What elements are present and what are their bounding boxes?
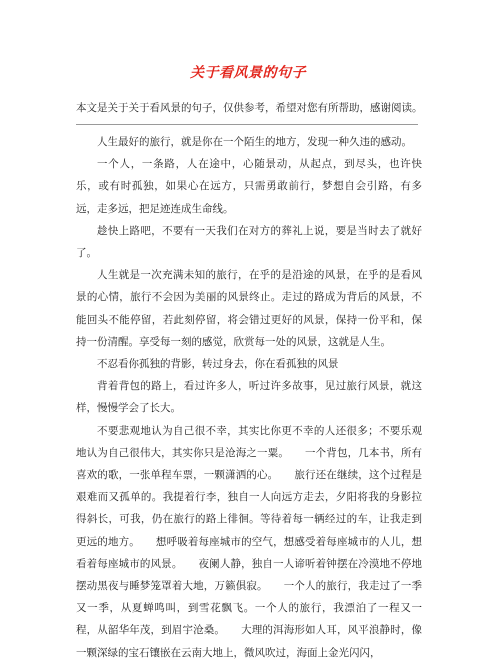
paragraph: 趁快上路吧，不要有一天我们在对方的葬礼上说，要是当时去了就好了。 bbox=[76, 224, 422, 260]
document-title: 关于看风景的句子 bbox=[190, 65, 306, 81]
intro-text: 本文是关于关于看风景的句子，仅供参考，希望对您有所帮助，感谢阅读。 bbox=[76, 102, 423, 114]
paragraph: 人生就是一次充满未知的旅行，在乎的是沿途的风景，在乎的是看风景的心情，旅行不会因为美丽的风景终止。走过的路成为背后的风景，不能回头不能停留，若此刻停留，将会错过更好的风景，保持一份平和，保持一份清醒。享受每一刻的感觉，欣赏每一处的风景，这就是人生。 bbox=[76, 269, 422, 348]
paragraph: 背着背包的路上，看过许多人，听过许多故事，见过旅行风景，就这样，慢慢学会了长大。 bbox=[76, 380, 422, 415]
article-body bbox=[76, 131, 422, 664]
paragraph: 不要悲观地认为自己很不幸，其实比你更不幸的人还很多；不要乐观地认为自己很伟大，其实你只是沧海之一粟。 一个背包，几本书，所有喜欢的歌，一张单程车票，一颗潇洒的心。 旅行还在继续，这个过程是艰难而又孤单的。我提着行李，独自一人向远方走去，夕阳将我的身影拉得斜长，可我，仍在旅行的路上徘徊。等待着每一辆经过的车，让我走到更远的地方。 想呼吸着每座城市的空气，想感受着每座城市的人儿，想看着每座城市的风景。 夜阑人静，独自一人谛听着钟摆在冷漠地不停地摆动黑夜与睡梦笼罩着大地，万籁俱寂。 一个人的旅行，我走过了一季又一季，从夏蝉鸣叫，到雪花飘飞。一个人的旅行，我漂泊了一程又一程，从韶华年茂，到眉宇沧桑。 大理的洱海形如人耳，风平浪静时，像一颗深绿的宝石镶嵌在云南大地上，微风吹过，海面上金光闪闪， bbox=[76, 424, 422, 659]
paragraph: 人生最好的旅行，就是你在一个陌生的地方，发现一种久违的感动。 bbox=[97, 136, 412, 148]
divider-line bbox=[76, 124, 418, 125]
paragraph: 一个人，一条路，人在途中，心随景动，从起点，到尽头，也许快乐，或有时孤独，如果心在远方，只需勇敢前行，梦想自会引路，有多远，走多远，把足迹连成生命线。 bbox=[76, 158, 422, 215]
paragraph: 不忍看你孤独的背影，转过身去，你在看孤独的风景 bbox=[97, 358, 339, 371]
